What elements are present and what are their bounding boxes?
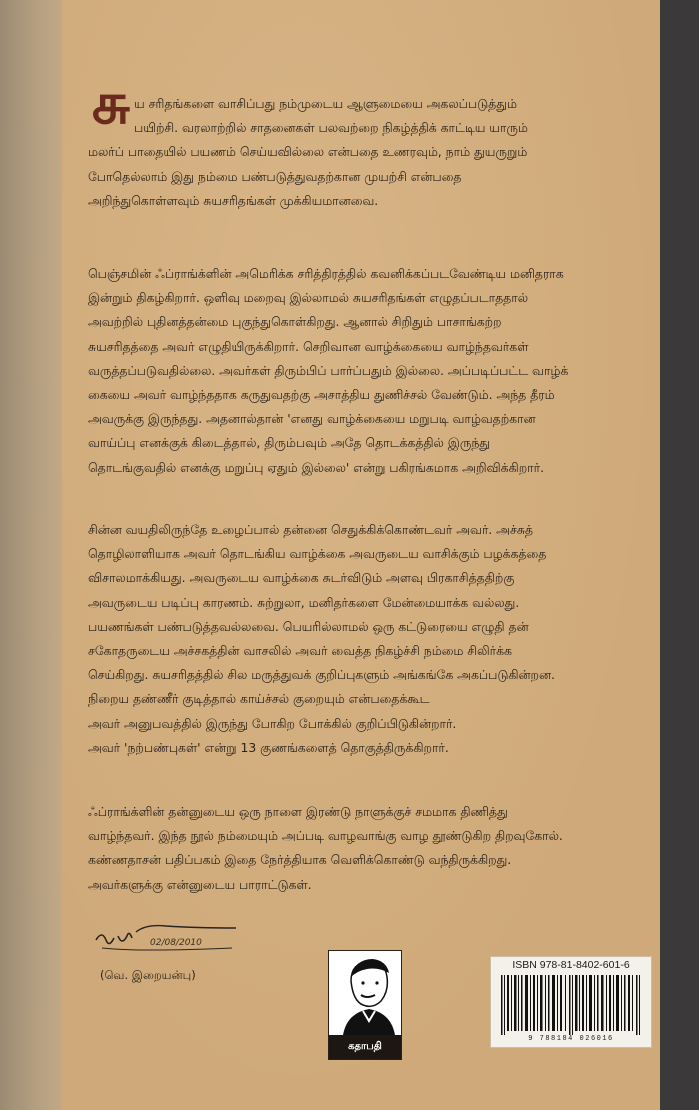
paragraph-line: அவர் அனுபவத்தில் இருந்து போகிற போக்கில் குறிப்பிடுகின்றார். xyxy=(88,715,457,731)
paragraph-line: போதெல்லாம் இது நம்மை பண்படுத்துவதற்கான முயற்சி என்பதை xyxy=(88,168,462,184)
paragraph-line: பெஞ்சமின் ஃப்ராங்க்ளின் அமெரிக்க சரித்திரத்தில் கவனிக்கப்படவேண்டிய மனிதராக xyxy=(88,266,564,281)
paragraph-line: தொழிலாளியாக அவர் தொடங்கிய வாழ்க்கை அவருடைய வாசிக்கும் பழக்கத்தை xyxy=(88,546,547,562)
paragraph-line: வருத்தப்படுவதில்லை. அவர்கள் திரும்பிப் பார்ப்பதும் இல்லை. அப்படிப்பட்ட வாழ்க் xyxy=(88,362,569,378)
paragraph-line: அவருக்கு இருந்தது. அதனால்தான் 'எனது வாழ்க்கையை மறுபடி வாழ்வதற்கான xyxy=(88,411,536,427)
paragraph-line: அவற்றில் புதினத்தன்மை புகுந்துகொள்கிறது. ஆனால் சிறிதும் பாசாங்கற்ற xyxy=(88,314,502,330)
portrait-icon xyxy=(329,951,401,1035)
publisher-logo xyxy=(328,950,402,1060)
paragraph-line: நிறைய தண்ணீர் குடித்தால் காய்ச்சல் குறையும் என்பதைக்கூட xyxy=(88,691,430,707)
paragraph-line: அவர் 'நற்பண்புகள்' என்று 13 குணங்களைத் தொகுத்திருக்கிறார். xyxy=(88,739,449,755)
paragraph-line: பயிற்சி. வரலாற்றில் சாதனைகள் பலவற்றை நிகழ்த்திக் காட்டிய யாரும் xyxy=(134,120,528,136)
paragraph-line: சுயசரிதத்தை அவர் எழுதியிருக்கிறார். செறிவான வாழ்க்கையை வாழ்ந்தவர்கள் xyxy=(88,338,529,354)
paragraph-line: ஃப்ராங்க்ளின் தன்னுடைய ஒரு நாளை இரண்டு நாளுக்குச் சமமாக திணித்து xyxy=(88,804,508,819)
signature-date: 02/08/2010 xyxy=(150,938,202,948)
paragraph-line: பயணங்கள் பண்படுத்தவல்லவை. பெயரில்லாமல் ஒரு கட்டுரையை எழுதி தன் xyxy=(88,618,529,634)
paragraph-line: தொடங்குவதில் எனக்கு மறுப்பு ஏதும் இல்லை' என்று பகிரங்கமாக அறிவிக்கிறார். xyxy=(88,459,545,475)
paragraph-line: வாய்ப்பு எனக்குக் கிடைத்தால், திரும்பவும் அதே தொடக்கத்தில் இருந்து xyxy=(88,435,491,451)
paragraph-line: விசாலமாக்கியது. அவருடைய வாழ்க்கை சுடர்விடும் அளவு பிரகாசித்ததிற்கு xyxy=(88,570,515,586)
paragraph-line: அவருடைய படிப்பு காரணம். சுற்றுலா, மனிதர்களை மேன்மையாக்க வல்லது. xyxy=(88,594,520,610)
paragraph-line: வாழ்ந்தவர். இந்த நூல் நம்மையும் அப்படி வாழவாங்கு வாழ தூண்டுகிற திறவுகோல். xyxy=(88,828,563,844)
cover-edge xyxy=(660,0,699,1110)
paragraph-franklin xyxy=(88,262,648,480)
barcode-digits: 9 788184 026016 xyxy=(528,1035,614,1043)
paragraph-line: ய சரிதங்களை வாசிப்பது நம்முடைய ஆளுமையை அகலப்படுத்தும் xyxy=(134,96,517,111)
paragraph-line: இன்றும் திகழ்கிறார். ஒளிவு மறைவு இல்லாமல் சுயசரிதங்கள் எழுதப்படாததால் xyxy=(88,290,528,306)
paragraph-line: கண்ணதாசன் பதிப்பகம் இதை நேர்த்தியாக வெளிக்கொண்டு வந்திருக்கிறது. xyxy=(88,852,512,868)
spine-edge xyxy=(0,0,62,1110)
paragraph-line: செய்கிறது. சுயசரிதத்தில் சில மருத்துவக் குறிப்புகளும் அங்கங்கே அகப்படுகின்றன. xyxy=(88,667,555,683)
paragraph-life xyxy=(88,518,648,760)
paragraph-line: மலர்ப் பாதையில் பயணம் செய்யவில்லை என்பதை உணரவும், நாம் துயருறும் xyxy=(88,144,528,160)
publisher-label: கதாபதி xyxy=(329,1035,401,1059)
barcode-panel xyxy=(490,956,652,1048)
paragraph-line: அறிந்துகொள்ளவும் சுயசரிதங்கள் முக்கியமானவை. xyxy=(88,192,379,208)
drop-cap: சு xyxy=(92,69,130,137)
paragraph-closing xyxy=(88,800,648,897)
paragraph-line: அவர்களுக்கு என்னுடைய பாராட்டுகள். xyxy=(88,876,312,892)
paragraph-line: கையை அவர் வாழ்ந்ததாக கருதுவதற்கு அசாத்திய துணிச்சல் வேண்டும். அந்த தீரம் xyxy=(88,387,555,403)
paragraph-line: சின்ன வயதிலிருந்தே உழைப்பால் தன்னை செதுக்கிக்கொண்டவர் அவர். அச்சுத் xyxy=(88,522,533,537)
barcode-icon xyxy=(499,975,643,1035)
paragraph-line: சகோதருடைய அச்சகத்தின் வாசலில் அவர் வைத்த நிகழ்ச்சி நம்மை சிலிர்க்க xyxy=(88,643,512,659)
paragraph-intro xyxy=(88,92,648,213)
author-name: (வெ. இறையன்பு) xyxy=(100,968,196,982)
isbn-number: ISBN 978-81-8402-601-6 xyxy=(512,959,630,971)
